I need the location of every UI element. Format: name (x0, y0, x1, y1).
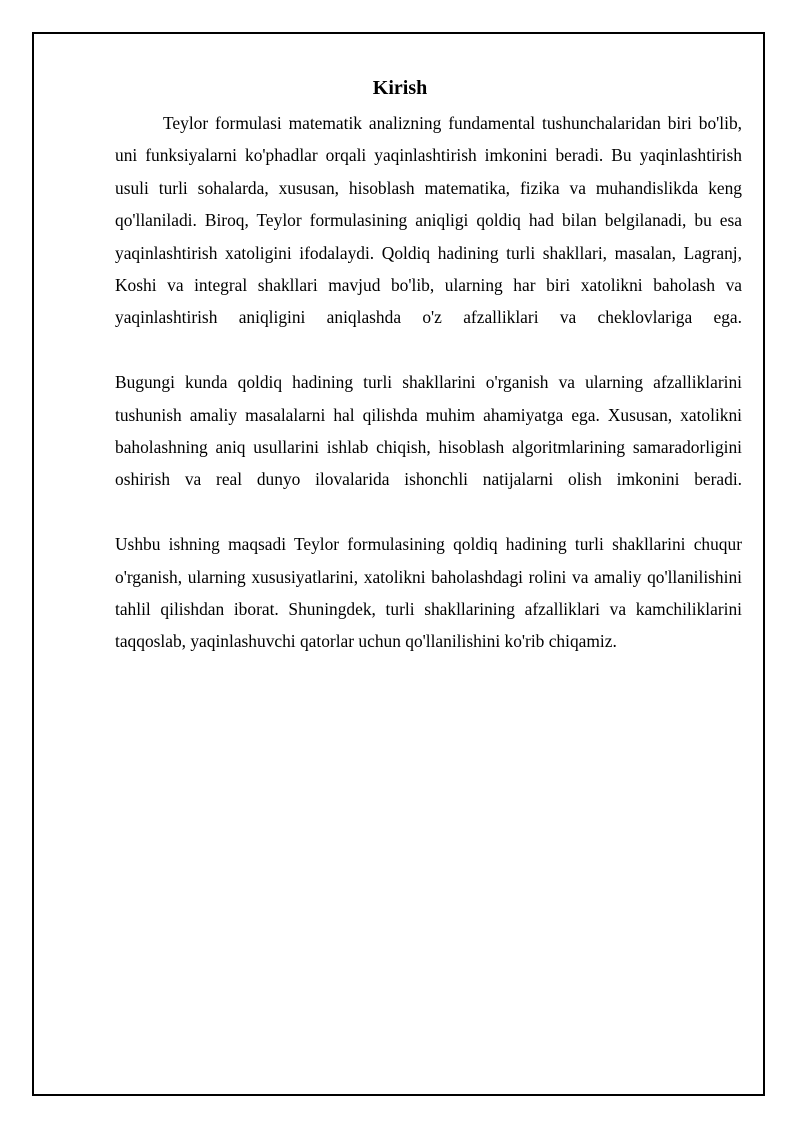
paragraph-intro: Teylor formulasi matematik analizning fundamental tushunchalaridan biri bo'lib, uni funksiyalarni ko'phadlar orqali yaqinlashtirish imkonini beradi. Bu yaqinlashtirish usuli turli sohalarda, xususan, hisoblash matematika, fizika va muhandislikda keng qo'llaniladi. Biroq, Teylor formulasining aniqligi qoldiq had bilan belgilanadi, bu esa yaqinlashtirish xatoligini ifodalaydi. Qoldiq hadining turli shakllari, masalan, Lagranj, Koshi va integral shakllari mavjud bo'lib, ularning har biri xatolikni baholash va yaqinlashtirish aniqligini aniqlashda o'z afzalliklari va cheklovlariga ega. (115, 113, 742, 328)
document-body (115, 107, 742, 658)
paragraph-goal: Ushbu ishning maqsadi Teylor formulasining qoldiq hadining turli shakllarini chuqur o'rganish, ularning xususiyatlarini, xatolikni baholashdagi rolini va amaliy qo'llanilishini tahlil qilishdan iborat. Shuningdek, turli shakllarining afzalliklari va kamchiliklarini taqqoslab, yaqinlashuvchi qatorlar uchun qo'llanilishini ko'rib chiqamiz. (115, 534, 742, 652)
paragraph-relevance: Bugungi kunda qoldiq hadining turli shakllarini o'rganish va ularning afzalliklarini tushunish amaliy masalalarni hal qilishda muhim ahamiyatga ega. Xususan, xatolikni baholashning aniq usullarini ishlab chiqish, hisoblash algoritmlarining samaradorligini oshirish va real dunyo ilovalarida ishonchli natijalarni olish imkonini beradi. (115, 372, 742, 490)
paragraph-spacer (115, 334, 742, 366)
page-title: Kirish (372, 77, 428, 99)
paragraph-spacer (115, 496, 742, 528)
